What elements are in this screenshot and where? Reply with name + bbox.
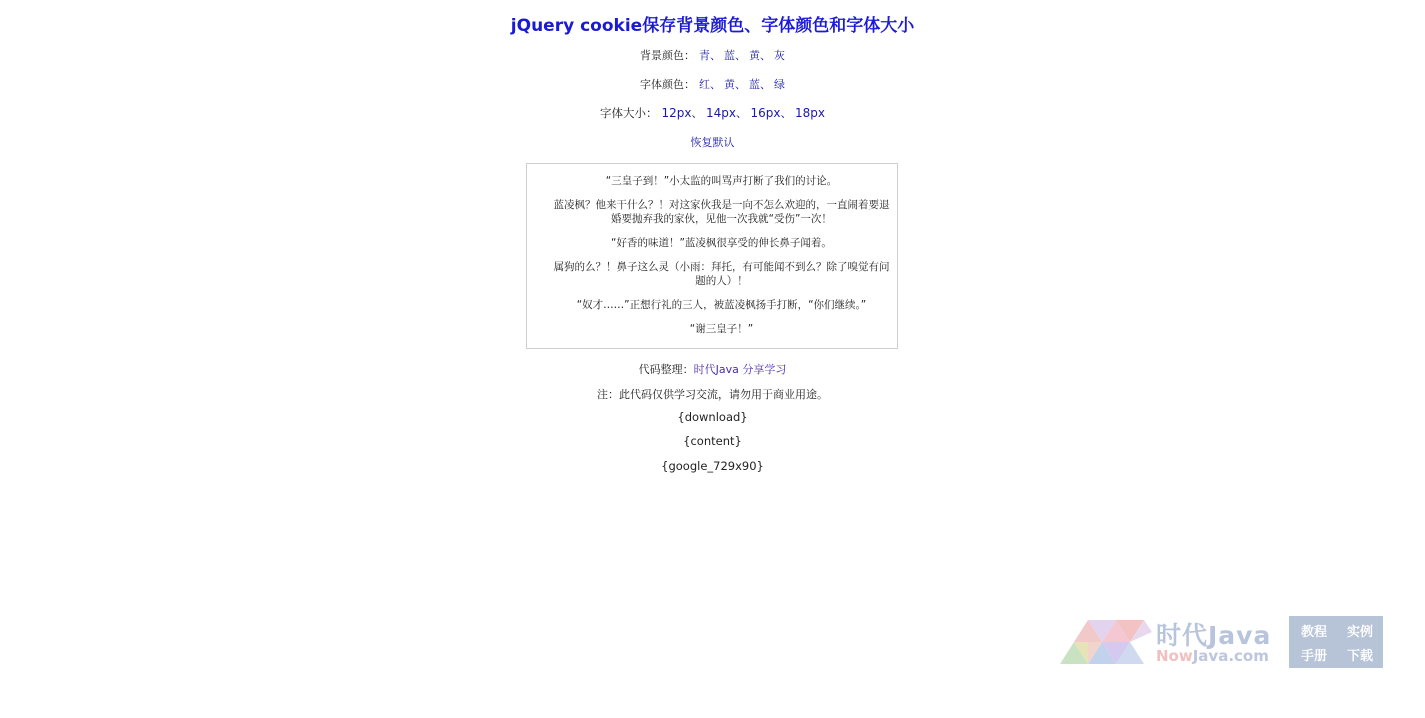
font-color-option-blue[interactable]: 蓝 <box>749 78 760 91</box>
separator: 、 <box>691 106 703 120</box>
separator: 、 <box>760 49 771 62</box>
ad-placeholder: {google_729x90} <box>661 459 764 473</box>
bg-option-yellow[interactable]: 黄 <box>749 49 760 62</box>
font-color-row <box>0 76 1425 92</box>
font-size-label: 字体大小： <box>600 106 658 120</box>
credits-line <box>0 361 1425 377</box>
font-size-option-16[interactable]: 16px <box>750 106 781 120</box>
separator: 、 <box>760 78 771 91</box>
separator: 、 <box>710 78 721 91</box>
font-size-option-14[interactable]: 14px <box>706 106 736 120</box>
content-placeholder: {content} <box>683 434 742 448</box>
content-paragraph: “三皇子到！”小太监的叫骂声打断了我们的讨论。 <box>605 175 838 187</box>
credits-link[interactable]: 时代Java 分享学习 <box>693 363 787 376</box>
content-paragraph: “好香的味道！”蓝凌枫很享受的伸长鼻子闻着。 <box>611 237 832 249</box>
notice-text: 注：此代码仅供学习交流，请勿用于商业用途。 <box>597 388 828 401</box>
watermark-tag: 实例 <box>1346 625 1373 640</box>
content-paragraph: 蓝凌枫？他来干什么？！对这家伙我是一向不怎么欢迎的，一直闹着要退婚要抛弃我的家伙，见他一次我就“受伤”一次！ <box>553 199 890 225</box>
content-box <box>526 163 898 349</box>
download-placeholder: {download} <box>677 410 748 424</box>
font-color-option-yellow[interactable]: 黄 <box>724 78 735 91</box>
page-title: jQuery cookie保存背景颜色、字体颜色和字体大小 <box>510 16 915 36</box>
content-paragraph: “奴才……”正想行礼的三人，被蓝凌枫扬手打断，“你们继续。” <box>576 299 867 311</box>
watermark-tags <box>1289 616 1383 668</box>
watermark-en-text <box>1156 647 1269 665</box>
font-color-label: 字体颜色： <box>640 78 695 91</box>
bg-option-gray[interactable]: 灰 <box>774 49 785 62</box>
watermark-java: Java.com <box>1192 647 1269 665</box>
bg-color-label: 背景颜色： <box>640 49 695 62</box>
font-size-option-12[interactable]: 12px <box>661 106 692 120</box>
content-paragraph: 属狗的么？！鼻子这么灵（小雨：拜托，有可能闻不到么？除了嗅觉有问题的人）！ <box>553 261 890 287</box>
separator: 、 <box>780 106 792 120</box>
reset-default-link[interactable]: 恢复默认 <box>690 136 735 149</box>
separator: 、 <box>736 106 748 120</box>
watermark-logo <box>1060 614 1385 670</box>
separator: 、 <box>735 78 746 91</box>
watermark-cn-text: 时代Java <box>1156 621 1272 650</box>
watermark-tag: 教程 <box>1301 625 1328 640</box>
content-paragraph: “谢三皇子！” <box>689 323 754 335</box>
bg-color-row <box>0 47 1425 63</box>
triangle-logo-icon <box>1060 618 1152 666</box>
bg-option-cyan[interactable]: 青 <box>699 49 710 62</box>
separator: 、 <box>735 49 746 62</box>
font-color-option-red[interactable]: 红 <box>699 78 710 91</box>
watermark-tag: 下载 <box>1346 649 1373 664</box>
bg-option-blue[interactable]: 蓝 <box>724 49 735 62</box>
reset-row <box>0 134 1425 150</box>
watermark-tag: 手册 <box>1301 649 1328 664</box>
separator: 、 <box>710 49 721 62</box>
watermark-now: Now <box>1156 647 1193 665</box>
font-size-row <box>0 105 1425 121</box>
font-size-option-18[interactable]: 18px <box>795 106 825 120</box>
font-color-option-green[interactable]: 绿 <box>774 78 785 91</box>
credits-label: 代码整理： <box>638 363 694 376</box>
